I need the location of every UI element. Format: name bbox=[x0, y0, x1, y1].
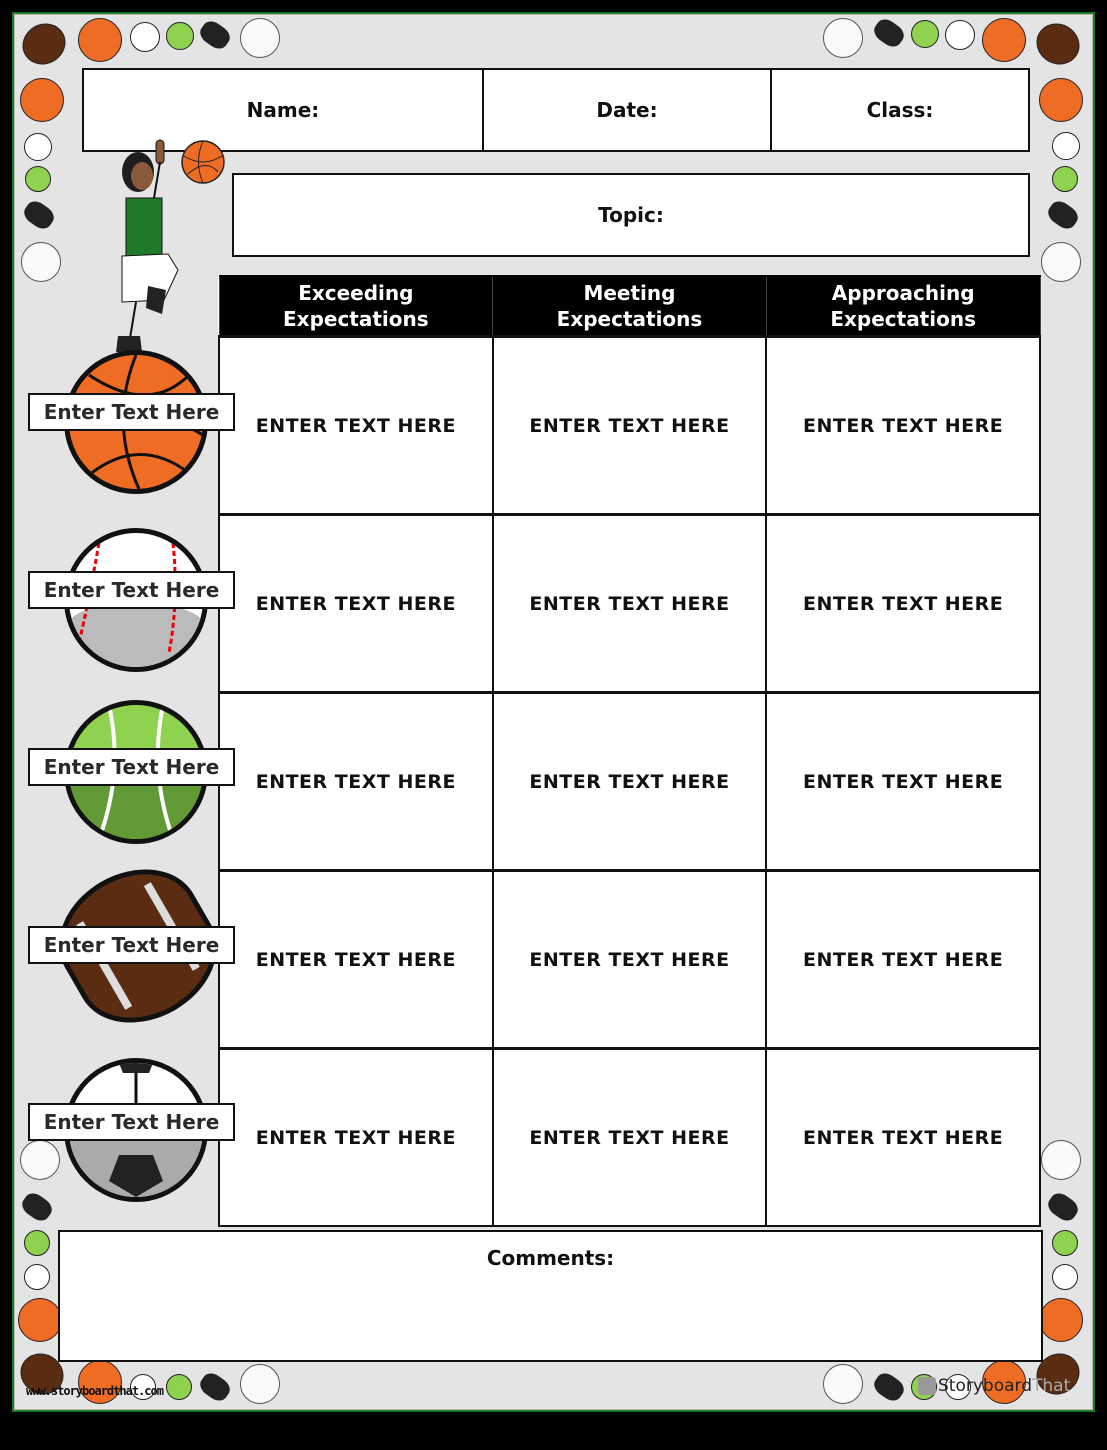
topic-label: Topic: bbox=[598, 203, 664, 227]
volleyball-icon bbox=[240, 18, 280, 58]
basketball-icon bbox=[18, 1298, 62, 1342]
topic-field[interactable] bbox=[232, 173, 1030, 257]
row-label-1[interactable]: Enter Text Here bbox=[28, 393, 235, 431]
basketball-player-illustration bbox=[108, 138, 188, 358]
rubric-cell[interactable]: ENTER TEXT HERE bbox=[766, 871, 1040, 1049]
rubric-cell[interactable]: ENTER TEXT HERE bbox=[219, 337, 493, 515]
baseball-icon bbox=[24, 133, 52, 161]
rubric-cell[interactable]: ENTER TEXT HERE bbox=[219, 871, 493, 1049]
basketball-icon bbox=[1039, 1298, 1083, 1342]
rubric-cell[interactable]: ENTER TEXT HERE bbox=[219, 693, 493, 871]
baseball-icon bbox=[1052, 1264, 1078, 1290]
table-row bbox=[219, 337, 1040, 515]
comments-field[interactable] bbox=[58, 1230, 1043, 1362]
volleyball-icon bbox=[1041, 1140, 1081, 1180]
volleyball-icon bbox=[21, 242, 61, 282]
tennis-ball-icon bbox=[166, 1374, 192, 1400]
table-row bbox=[219, 1049, 1040, 1227]
volleyball-icon bbox=[823, 1364, 863, 1404]
baseball-icon bbox=[24, 1264, 50, 1290]
rubric-table bbox=[218, 275, 1041, 1227]
rubric-cell[interactable]: ENTER TEXT HERE bbox=[493, 1049, 767, 1227]
class-label: Class: bbox=[866, 98, 934, 122]
rubric-cell[interactable]: ENTER TEXT HERE bbox=[493, 871, 767, 1049]
tennis-ball-icon bbox=[25, 166, 51, 192]
brand-name-part1: Storyboard bbox=[938, 1376, 1032, 1396]
date-label: Date: bbox=[596, 98, 658, 122]
rubric-cell[interactable]: ENTER TEXT HERE bbox=[493, 515, 767, 693]
table-row bbox=[219, 871, 1040, 1049]
basketball-icon bbox=[1039, 78, 1083, 122]
rubric-cell[interactable]: ENTER TEXT HERE bbox=[493, 337, 767, 515]
rubric-cell[interactable]: ENTER TEXT HERE bbox=[219, 1049, 493, 1227]
rubric-cell[interactable]: ENTER TEXT HERE bbox=[766, 515, 1040, 693]
date-field[interactable] bbox=[484, 70, 772, 150]
table-row bbox=[219, 693, 1040, 871]
website-watermark: www.storyboardthat.com bbox=[26, 1384, 163, 1398]
basketball-icon bbox=[982, 18, 1026, 62]
name-label: Name: bbox=[246, 98, 320, 122]
baseball-icon bbox=[945, 20, 975, 50]
storyboardthat-logo-icon bbox=[918, 1377, 936, 1395]
baseball-icon bbox=[130, 22, 160, 52]
volleyball-icon bbox=[1041, 242, 1081, 282]
tennis-ball-icon bbox=[1052, 1230, 1078, 1256]
comments-label: Comments: bbox=[486, 1246, 615, 1270]
volleyball-icon bbox=[823, 18, 863, 58]
basketball-icon bbox=[78, 18, 122, 62]
table-row bbox=[219, 515, 1040, 693]
rubric-cell[interactable]: ENTER TEXT HERE bbox=[766, 337, 1040, 515]
row-label-3[interactable]: Enter Text Here bbox=[28, 748, 235, 786]
basketball-icon bbox=[20, 78, 64, 122]
tennis-ball-icon bbox=[24, 1230, 50, 1256]
tennis-ball-icon bbox=[1052, 166, 1078, 192]
baseball-icon bbox=[1052, 132, 1080, 160]
brand-watermark bbox=[918, 1376, 1070, 1396]
rubric-cell[interactable]: ENTER TEXT HERE bbox=[766, 1049, 1040, 1227]
row-label-2[interactable]: Enter Text Here bbox=[28, 571, 235, 609]
column-header-exceeding: Exceeding Expectations bbox=[219, 276, 493, 337]
tennis-ball-icon bbox=[911, 20, 939, 48]
column-header-approaching: Approaching Expectations bbox=[766, 276, 1040, 337]
rubric-cell[interactable]: ENTER TEXT HERE bbox=[766, 693, 1040, 871]
volleyball-icon bbox=[20, 1140, 60, 1180]
rubric-header-row bbox=[219, 276, 1040, 337]
row-label-5[interactable]: Enter Text Here bbox=[28, 1103, 235, 1141]
row-label-4[interactable]: Enter Text Here bbox=[28, 926, 235, 964]
rubric-cell[interactable]: ENTER TEXT HERE bbox=[219, 515, 493, 693]
volleyball-icon bbox=[240, 1364, 280, 1404]
rubric-cell[interactable]: ENTER TEXT HERE bbox=[493, 693, 767, 871]
brand-name-part2: That bbox=[1032, 1376, 1071, 1396]
column-header-meeting: Meeting Expectations bbox=[493, 276, 767, 337]
class-field[interactable] bbox=[772, 70, 1028, 150]
tennis-ball-icon bbox=[166, 22, 194, 50]
